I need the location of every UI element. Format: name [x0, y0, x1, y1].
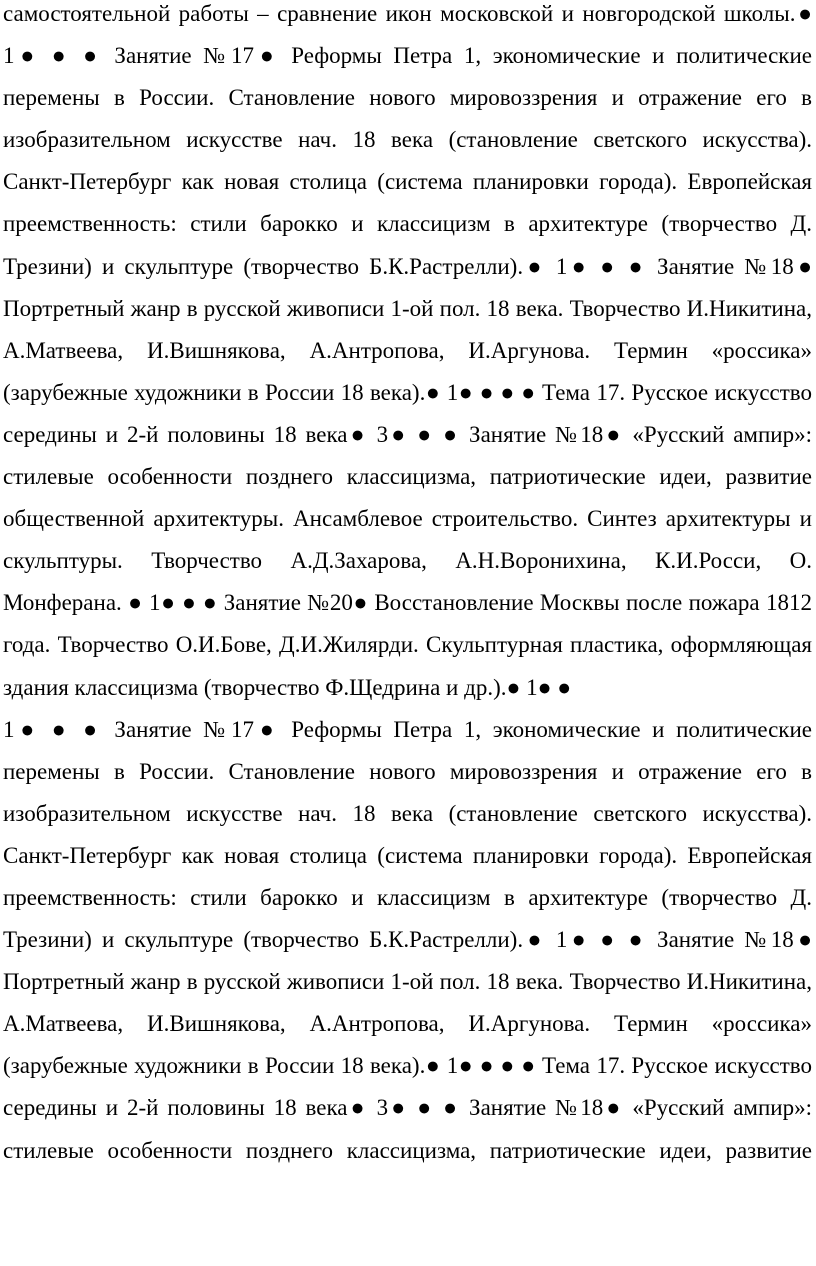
body-paragraph-2: 1● ● ● Занятие №17● Реформы Петра 1, экономические и политические перемены в России. Становление нового мировоззрения и отражение его в изобразительном искусстве нач. 18 века (становление светского искусства). Санкт-Петербург как новая столица (система планировки города). Европейская преемственность: стили барокко и классицизм в архитектуре (творчество Д. Трезини) и скульптуре (творчество Б.К.Растрелли).● 1● ● ● Занятие №18● Портретный жанр в русской живописи 1-ой пол. 18 века. Творчество И.Никитина, А.Матвеева, И.Вишнякова, А.Антропова, И.Аргунова. Термин «россика» (зарубежные художники в России 18 века).● 1● ● ● ● Тема 17. Русское искусство середины и 2-й половины 18 века● 3● ● ● Занятие №18● «Русский ампир»: стилевые особенности позднего классицизма, патриотические идеи, развитие	[3, 716, 812, 1163]
body-paragraph-1: самостоятельной работы – сравнение икон московской и новгородской школы.● 1● ● ● Занятие №17● Реформы Петра 1, экономические и политические перемены в России. Становление нового мировоззрения и отражение его в изобразительном искусстве нач. 18 века (становление светского искусства). Санкт-Петербург как новая столица (система планировки города). Европейская преемственность: стили барокко и классицизм в архитектуре (творчество Д. Трезини) и скульптуре (творчество Б.К.Растрелли).● 1● ● ● Занятие №18● Портретный жанр в русской живописи 1-ой пол. 18 века. Творчество И.Никитина, А.Матвеева, И.Вишнякова, А.Антропова, И.Аргунова. Термин «россика» (зарубежные художники в России 18 века).● 1● ● ● ● Тема 17. Русское искусство середины и 2-й половины 18 века● 3● ● ● Занятие №18● «Русский ампир»: стилевые особенности позднего классицизма, патриотические идеи, развитие общественной архитектуры. Ансамблевое строительство. Синтез архитектуры и скульптуры. Творчество А.Д.Захарова, А.Н.Воронихина, К.И.Росси, О. Монферана. ● 1● ● ● Занятие №20● Восстановление Москвы после пожара 1812 года. Творчество О.И.Бове, Д.И.Жилярди. Скульптурная пластика, оформляющая здания классицизма (творчество Ф.Щедрина и др.).● 1● ●	[3, 1, 812, 700]
